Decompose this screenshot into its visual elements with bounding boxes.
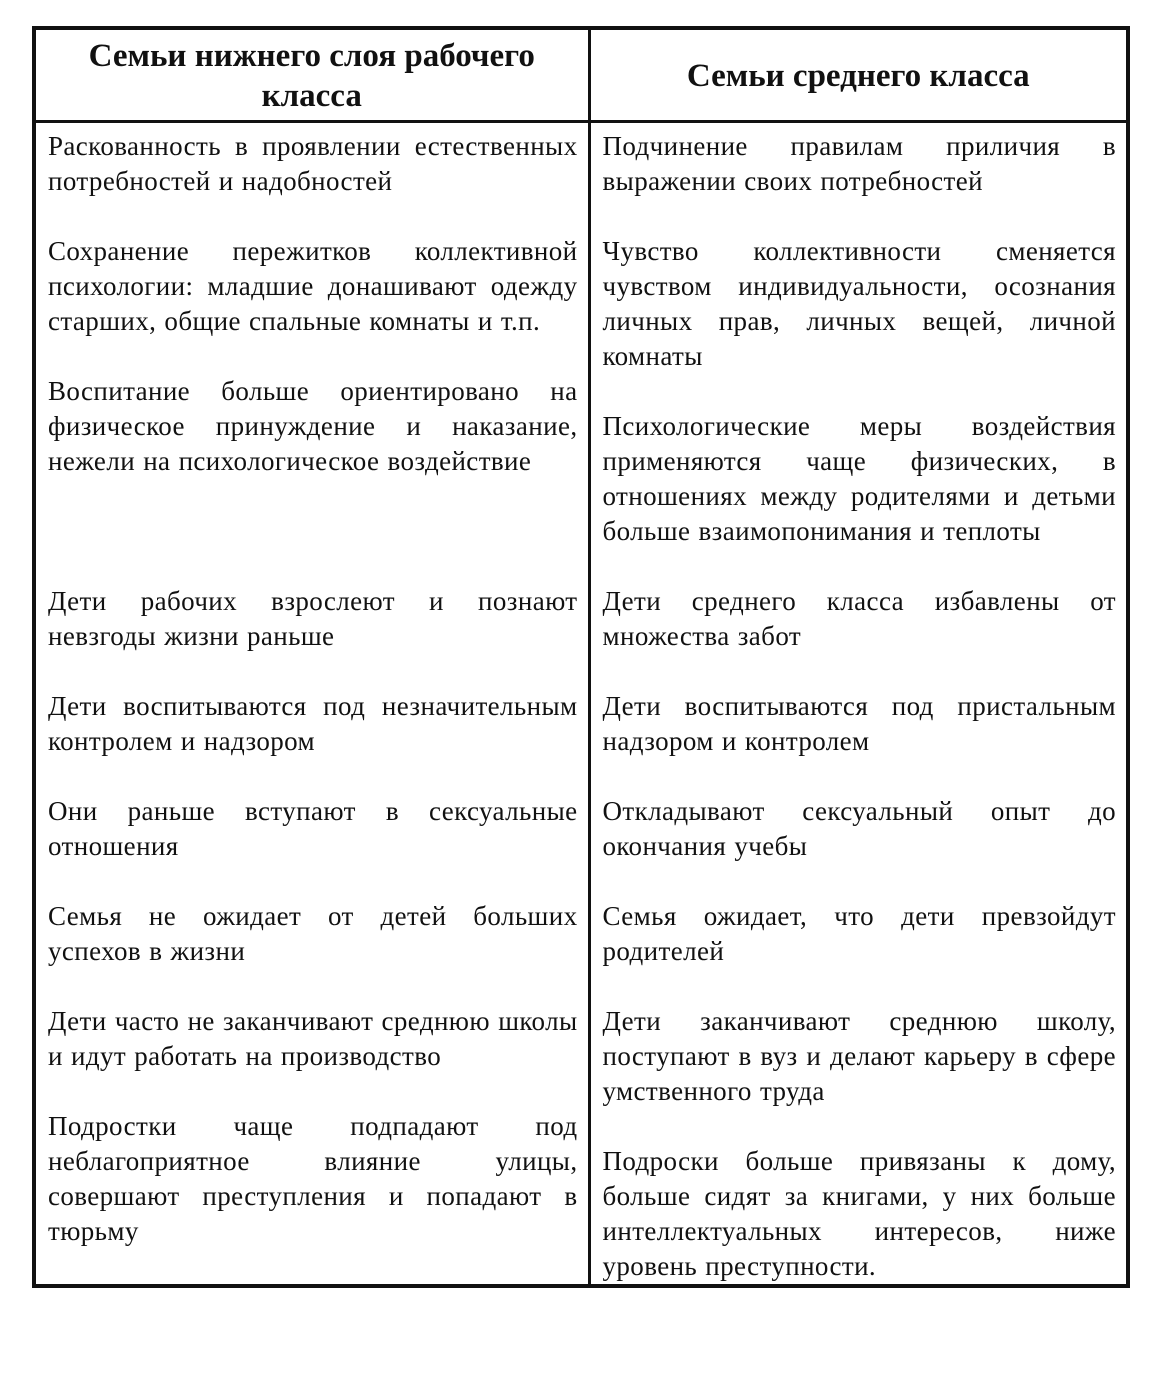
- cell-working-class: Дети часто не заканчивают среднюю школы и идут работать на производство: [48, 1006, 578, 1071]
- cell-working-class: Подростки чаще подпадают под неблагоприятное влияние улицы, совершают преступления и попадают в тюрьму: [48, 1111, 578, 1246]
- column-working-class: [34, 122, 589, 1287]
- cell-working-class: Они раньше вступают в сексуальные отношения: [48, 796, 578, 861]
- cell-middle-class: Подроски больше привязаны к дому, больше сидят за книгами, у них больше интеллектуальных интересов, ниже уровень преступности.: [602, 1146, 1116, 1281]
- cell-middle-class: Откладывают сексуальный опыт до окончания учебы: [602, 796, 1116, 861]
- cell-working-class: Раскованность в проявлении естественных потребностей и надобностей: [48, 131, 578, 196]
- cell-middle-class: Дети воспитываются под пристальным надзором и контролем: [602, 691, 1116, 756]
- cell-working-class: Сохранение пережитков коллективной психологии: младшие донашивают одежду старших, общие спальные комнаты и т.п.: [48, 236, 578, 336]
- table-row: [34, 122, 1128, 1287]
- header-working-class: Семьи нижнего слоя рабочего класса: [34, 28, 589, 122]
- cell-working-class: Воспитание больше ориентировано на физическое принуждение и наказание, нежели на психологическое воздействие: [48, 376, 578, 476]
- cell-middle-class: Психологические меры воздействия применяются чаще физических, в отношениях между родителями и детьми больше взаимопонимания и теплоты: [602, 411, 1116, 546]
- cell-middle-class: Дети заканчивают среднюю школу, поступают в вуз и делают карьеру в сфере умственного труда: [602, 1006, 1116, 1106]
- cell-working-class: Дети рабочих взрослеют и познают невзгоды жизни раньше: [48, 586, 578, 651]
- header-row: [34, 28, 1128, 122]
- cell-middle-class: Дети среднего класса избавлены от множества забот: [602, 586, 1116, 651]
- cell-middle-class: Чувство коллективности сменяется чувством индивидуальности, осознания личных прав, личных вещей, личной комнаты: [602, 236, 1116, 371]
- comparison-table: [32, 26, 1130, 1288]
- cell-middle-class: Семья ожидает, что дети превзойдут родителей: [602, 901, 1116, 966]
- header-middle-class: Семьи среднего класса: [589, 28, 1128, 122]
- cell-working-class: Семья не ожидает от детей больших успехов в жизни: [48, 901, 578, 966]
- column-middle-class: [589, 122, 1128, 1287]
- cell-middle-class: Подчинение правилам приличия в выражении своих потребностей: [602, 131, 1116, 196]
- cell-working-class: Дети воспитываются под незначительным контролем и надзором: [48, 691, 578, 756]
